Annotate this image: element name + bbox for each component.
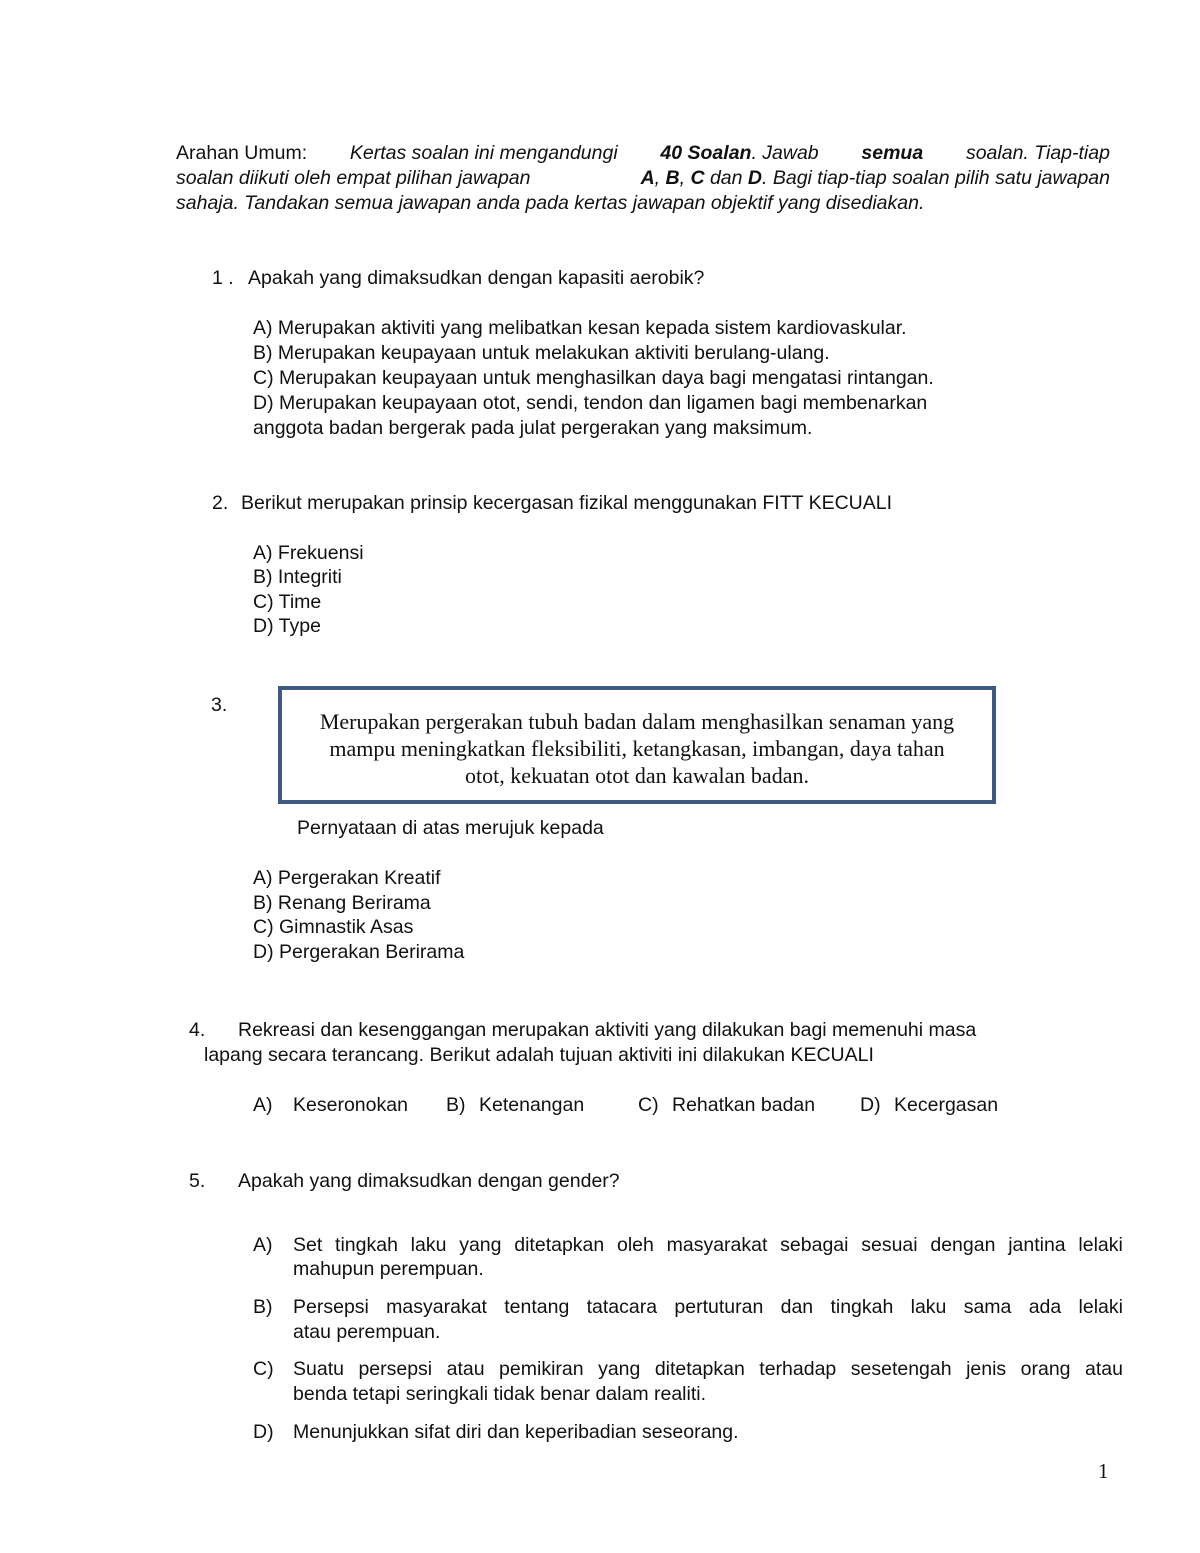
general-instructions [176, 141, 1110, 216]
answer-option-b-letter: B) [253, 1296, 273, 1318]
instructions-text: , [654, 167, 661, 189]
answer-option-a: A) Merupakan aktiviti yang melibatkan kesan kepada sistem kardiovaskular. [253, 317, 907, 339]
choice-letter: A [640, 167, 655, 189]
answer-option-c: C) Gimnastik Asas [253, 916, 414, 938]
answer-option-c: Rehatkan badan [672, 1094, 816, 1116]
statement-line: otot, kekuatan otot dan kawalan badan. [465, 763, 809, 788]
word: sesetengah [850, 1358, 952, 1380]
word: dan [780, 1296, 814, 1318]
answer-option-b: B) Merupakan keupayaan untuk melakukan aktiviti berulang-ulang. [253, 342, 830, 364]
answer-option-c: C) Merupakan keupayaan untuk menghasilkan daya bagi mengatasi rintangan. [253, 367, 934, 389]
instructions-line-1 [176, 141, 1110, 166]
answer-option-d-letter: D) [860, 1094, 881, 1116]
question-number: 1 . [212, 267, 234, 289]
question-text: Berikut merupakan prinsip kecergasan fizikal menggunakan FITT KECUALI [241, 492, 893, 514]
word: terhadap [759, 1358, 837, 1380]
answer-option-b: B) Integriti [253, 566, 342, 588]
answer-option-d: D) Type [253, 615, 321, 637]
instructions-label: Arahan Umum: [176, 142, 308, 164]
statement-box [278, 686, 996, 804]
answer-option-a [293, 1233, 1123, 1258]
instructions-text: . Bagi tiap-tiap soalan pilih satu jawapan [762, 167, 1110, 189]
answer-option-c-letter: C) [638, 1094, 659, 1116]
question-text: Pernyataan di atas merujuk kepada [297, 817, 604, 839]
answer-option-a: A) Pergerakan Kreatif [253, 867, 441, 889]
word: pemikiran [499, 1358, 584, 1380]
word: sebagai [780, 1234, 849, 1256]
word: orang [1020, 1358, 1071, 1380]
instructions-text: . Jawab [751, 142, 819, 164]
answer-option-b: B) Renang Berirama [253, 892, 431, 914]
instructions-text: soalan diikuti oleh empat pilihan jawapan [176, 167, 531, 189]
word: oleh [617, 1234, 654, 1256]
word: tingkah [830, 1296, 894, 1318]
word: ditetapkan [514, 1234, 605, 1256]
word: lelaki [1078, 1234, 1123, 1256]
answer-option-a-letter: A) [253, 1234, 273, 1256]
answer-option-a: A) Frekuensi [253, 542, 364, 564]
word: sama [963, 1296, 1012, 1318]
question-text: Apakah yang dimaksudkan dengan kapasiti aerobik? [248, 267, 705, 289]
answer-option-d: Kecergasan [894, 1094, 999, 1116]
word: persepsi [358, 1358, 433, 1380]
instructions-emphasis: semua [861, 142, 924, 164]
word: tingkah [335, 1234, 398, 1256]
word: masyarakat [666, 1234, 768, 1256]
word: jenis [966, 1358, 1007, 1380]
answer-option-d: D) Pergerakan Berirama [253, 941, 465, 963]
answer-option-d: Menunjukkan sifat diri dan keperibadian seseorang. [293, 1421, 739, 1443]
word: yang [598, 1358, 641, 1380]
question-number: 2. [212, 492, 229, 514]
question-number: 3. [211, 694, 228, 716]
word: Set [293, 1234, 323, 1256]
answer-option-c-letter: C) [253, 1358, 274, 1380]
word: jantina [1008, 1234, 1066, 1256]
question-text-continued: lapang secara terancang. Berikut adalah tujuan aktiviti ini dilakukan KECUALI [204, 1044, 874, 1066]
instructions-line-2 [176, 166, 1110, 191]
word: tentang [504, 1296, 570, 1318]
instructions-text: dan [709, 167, 743, 189]
instructions-text: sahaja. Tandakan semua jawapan anda pada kertas jawapan objektif yang disediakan. [176, 192, 925, 214]
page-number: 1 [1098, 1459, 1109, 1483]
answer-option-b-continued: atau perempuan. [293, 1321, 441, 1343]
word: Persepsi [293, 1296, 369, 1318]
instructions-text: soalan. Tiap-tiap [965, 142, 1110, 164]
answer-option-b [293, 1295, 1123, 1320]
word: tatacara [586, 1296, 658, 1318]
choice-letter: B [665, 167, 680, 189]
instructions-line-3 [176, 191, 1110, 216]
word: pertuturan [674, 1296, 764, 1318]
answer-option-d: D) Merupakan keupayaan otot, sendi, tendon dan ligamen bagi membenarkan [253, 392, 928, 414]
answer-option-a-letter: A) [253, 1094, 273, 1116]
word: Suatu [293, 1358, 344, 1380]
choice-letter: C [690, 167, 705, 189]
question-text: Rekreasi dan kesenggangan merupakan aktiviti yang dilakukan bagi memenuhi masa [238, 1019, 977, 1041]
word: sesuai [861, 1234, 918, 1256]
word: dengan [930, 1234, 996, 1256]
answer-option-a: Keseronokan [293, 1094, 408, 1116]
word: laku [910, 1296, 947, 1318]
statement-text [282, 708, 992, 789]
answer-option-d-continued: anggota badan bergerak pada julat pergerakan yang maksimum. [253, 417, 813, 439]
question-number: 5. [189, 1170, 206, 1192]
word: atau [446, 1358, 485, 1380]
instructions-text: , [679, 167, 686, 189]
word: ada [1028, 1296, 1062, 1318]
answer-option-a-continued: mahupun perempuan. [293, 1258, 484, 1280]
statement-line: Merupakan pergerakan tubuh badan dalam menghasilkan senaman yang [319, 709, 955, 734]
choice-letter: D [747, 167, 763, 189]
instructions-text: Kertas soalan ini mengandungi [349, 142, 618, 164]
word: masyarakat [386, 1296, 487, 1318]
question-text: Apakah yang dimaksudkan dengan gender? [238, 1170, 620, 1192]
answer-option-d-letter: D) [253, 1421, 274, 1443]
word: ditetapkan [654, 1358, 745, 1380]
statement-line: mampu meningkatkan fleksibiliti, ketangkasan, imbangan, daya tahan [329, 736, 945, 761]
answer-option-c: C) Time [253, 591, 322, 613]
word: atau [1084, 1358, 1123, 1380]
answer-option-c [293, 1357, 1123, 1382]
answer-option-b-letter: B) [446, 1094, 466, 1116]
question-count: 40 Soalan [660, 142, 752, 164]
answer-option-c-continued: benda tetapi seringkali tidak benar dalam realiti. [293, 1383, 706, 1405]
word: laku [410, 1234, 447, 1256]
word: yang [459, 1234, 502, 1256]
word: lelaki [1078, 1296, 1123, 1318]
answer-option-b: Ketenangan [479, 1094, 585, 1116]
question-number: 4. [189, 1019, 206, 1041]
